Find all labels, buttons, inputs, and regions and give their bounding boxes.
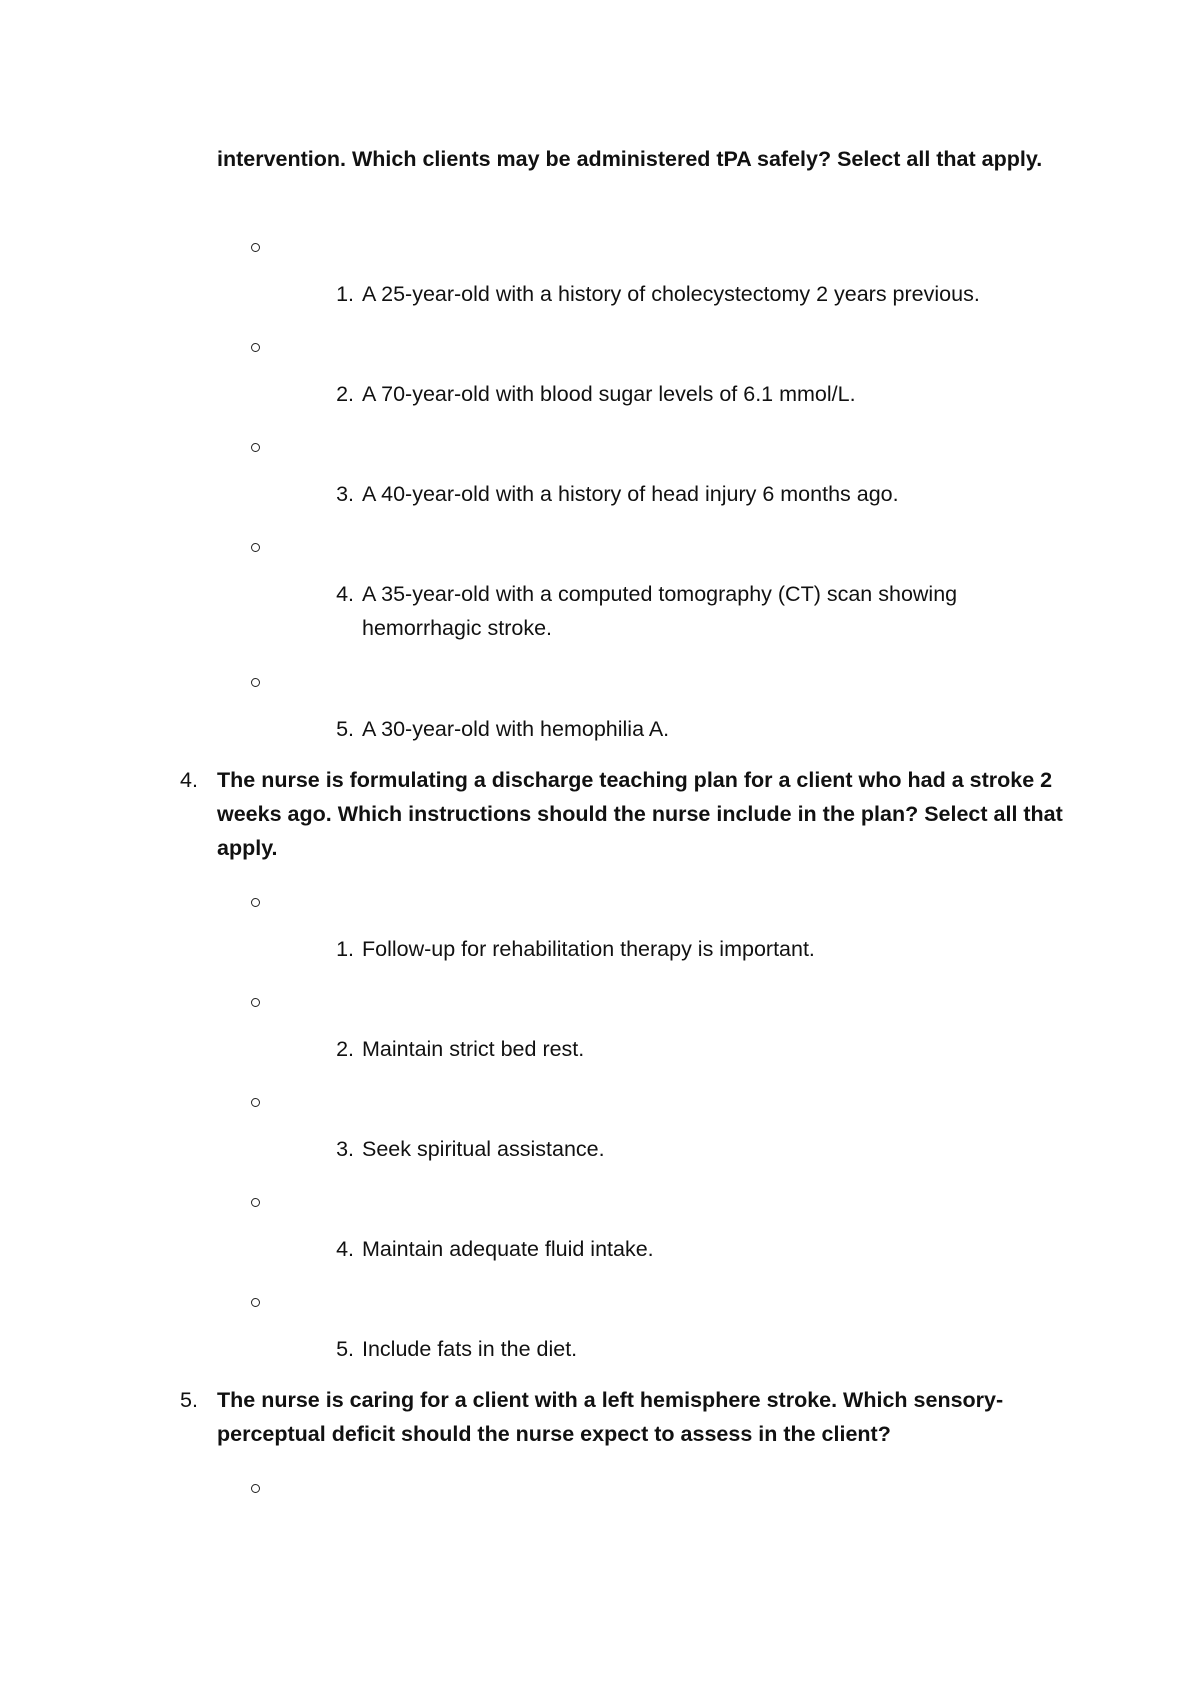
question-4-option-3-text: Seek spiritual assistance. [362,1137,605,1161]
option-bullet-icon [251,540,265,554]
question-4-option-4-number: 4. [336,1237,354,1261]
question-3-option-1-number: 1. [336,282,354,306]
question-4-number: 4. [180,768,198,792]
option-bullet-icon [251,1481,265,1495]
question-4-option-1-number: 1. [336,937,354,961]
option-bullet-icon [251,340,265,354]
question-3-option-5-text: A 30-year-old with hemophilia A. [362,717,670,741]
question-4-option-5-text: Include fats in the diet. [362,1337,578,1361]
option-bullet-icon [251,895,265,909]
question-3-option-1-text: A 25-year-old with a history of cholecystectomy 2 years previous. [362,282,980,306]
option-bullet-icon [251,995,265,1009]
question-4-option-1-text: Follow-up for rehabilitation therapy is important. [362,937,815,961]
question-4-option-5-number: 5. [336,1337,354,1361]
option-bullet-icon [251,1295,265,1309]
question-3-stem-continued: intervention. Which clients may be administered tPA safely? Select all that apply. [217,147,1043,171]
question-3-option-2-text: A 70-year-old with blood sugar levels of 6.1 mmol/L. [362,382,856,406]
option-bullet-icon [251,1195,265,1209]
question-3-option-4-number: 4. [336,582,354,606]
question-4-option-4-text: Maintain adequate fluid intake. [362,1237,654,1261]
question-5-stem: The nurse is caring for a client with a left hemisphere stroke. Which sensory-perceptual deficit should the nurse expect to assess in the client? [217,1388,1004,1446]
question-4-stem: The nurse is formulating a discharge teaching plan for a client who had a stroke 2 weeks ago. Which instructions should the nurse include in the plan? Select all that apply. [217,768,1063,860]
option-bullet-icon [251,675,265,689]
option-bullet-icon [251,1095,265,1109]
question-3-option-5-number: 5. [336,717,354,741]
option-bullet-icon [251,240,265,254]
question-3-option-3-text: A 40-year-old with a history of head injury 6 months ago. [362,482,899,506]
question-3-option-2-number: 2. [336,382,354,406]
option-bullet-icon [251,440,265,454]
question-3-option-3-number: 3. [336,482,354,506]
question-3-option-4-text: A 35-year-old with a computed tomography (CT) scan showing hemorrhagic stroke. [362,582,958,640]
question-4-option-2-number: 2. [336,1037,354,1061]
question-5-number: 5. [180,1388,198,1412]
question-4-option-2-text: Maintain strict bed rest. [362,1037,585,1061]
question-4-option-3-number: 3. [336,1137,354,1161]
